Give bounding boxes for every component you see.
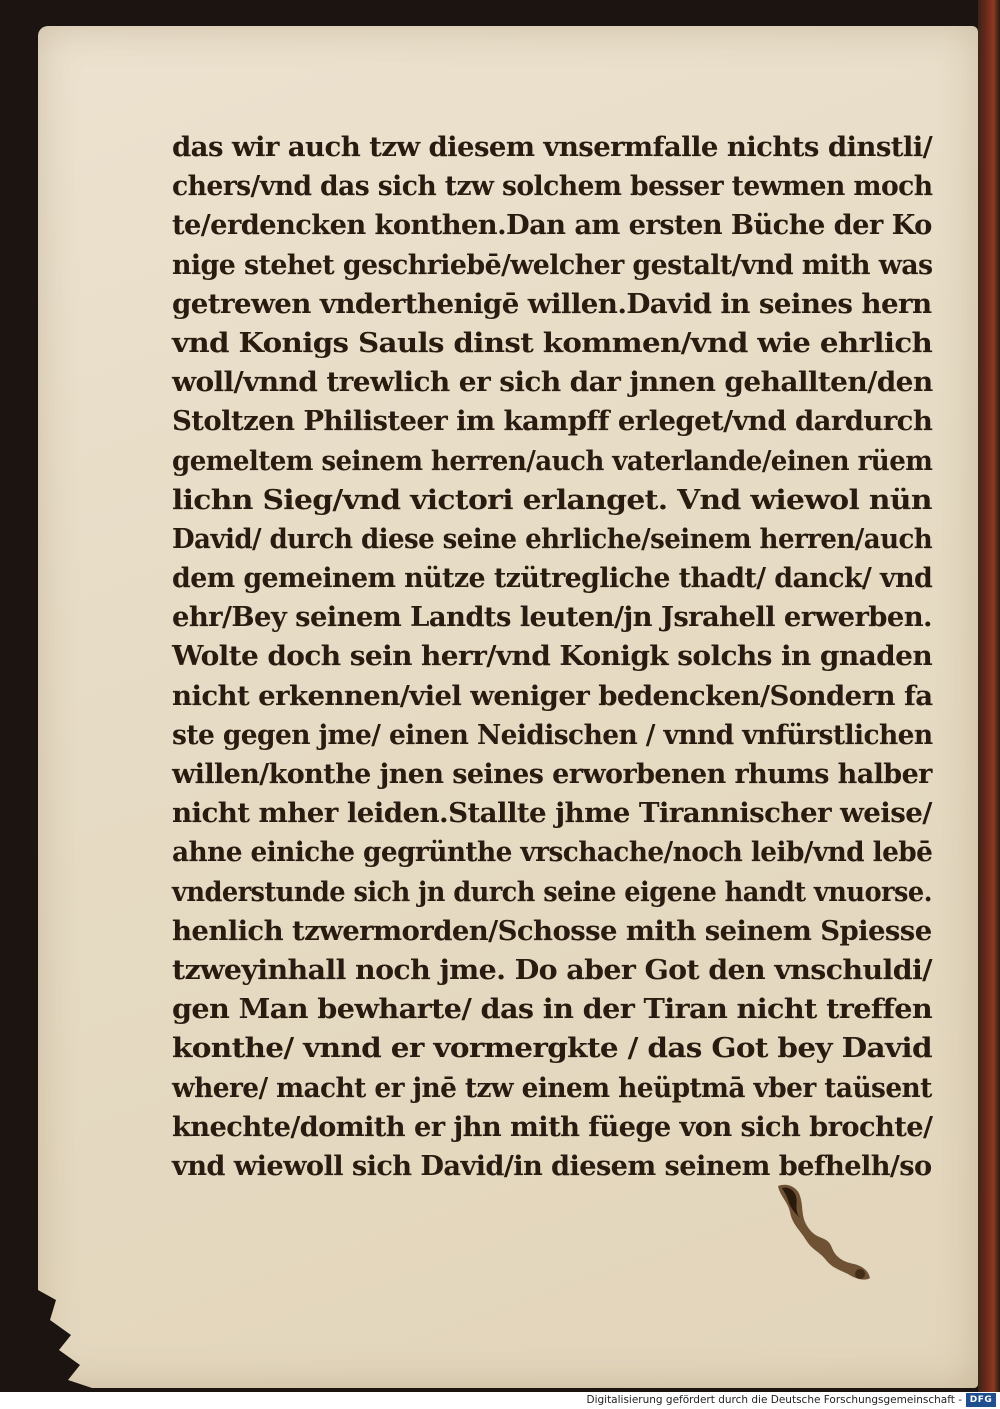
text-line: getrewen vnderthenigē willen.David in seines hern [172,288,932,320]
text-line: dem gemeinem nütze tzütregliche thadt/ danck/ vnd [172,563,933,595]
text-line: ahne einiche gegrünthe vrschache/noch leib/vnd lebē [172,837,933,869]
text-line: tzweyinhall noch jme. Do aber Got den vnschuldi/ [172,954,932,986]
ink-stain [770,1178,880,1288]
text-line: henlich tzwermorden/Schosse mith seinem Spiesse [172,915,932,947]
text-line: Stoltzen Philisteer im kampff erleget/vnd dardurch [172,406,933,438]
text-line: David/ durch diese seine ehrliche/seinem herren/auch [172,523,933,555]
text-line: vnderstunde sich jn durch seine eigene handt vnuorse. [172,876,932,908]
book-edge [978,0,1000,1392]
text-line: nige stehet geschriebē/welcher gestalt/vnd mith was [172,249,933,281]
text-line: gen Man bewharte/ das in der Tiran nicht treffen [172,994,933,1026]
text-line: konthe/ vnnd er vormergkte / das Got bey David [172,1033,932,1065]
text-line: nicht erkennen/viel weniger bedencken/Sondern fa [172,680,933,712]
text-line: ehr/Bey seinem Landts leuten/jn Jsrahell erwerben. [172,602,932,634]
text-line: das wir auch tzw diesem vnsermfalle nichts dinstli/ [172,132,933,163]
text-line: ste gegen jme/ einen Neidischen / vnnd vnfürstlichen [172,719,933,751]
text-line: vnd wiewoll sich David/in diesem seinem befhelh/so [172,1150,932,1182]
text-line: chers/vnd das sich tzw solchem besser tewmen moch [172,171,933,203]
funding-credit: Digitalisierung gefördert durch die Deutsche Forschungsgemeinschaft - [586,1394,962,1406]
text-line: gemeltem seinem herren/auch vaterlande/einen rüem [172,445,933,477]
text-line: knechte/domith er jhn mith füege von sich brochte/ [172,1111,933,1143]
text-line: lichn Sieg/vnd victori erlanget. Vnd wiewol nün [172,484,932,516]
text-line: where/ macht er jnē tzw einem heüptmā vber taüsent [172,1072,932,1104]
text-line: willen/konthe jnen seines erworbenen rhums halber [172,759,932,790]
text-line: vnd Konigs Sauls dinst kommen/vnd wie ehrlich [172,327,933,359]
dfg-logo: DFG [966,1393,996,1407]
text-line: te/erdencken konthen.Dan am ersten Büche der Ko [172,210,932,242]
text-line: Wolte doch sein herr/vnd Konigk solchs in gnaden [172,641,933,673]
text-line: woll/vnnd trewlich er sich dar jnnen gehallten/den [172,367,933,399]
text-line: nicht mher leiden.Stallte jhme Tirannischer weise/ [172,798,932,830]
page-text-block [172,128,932,1186]
